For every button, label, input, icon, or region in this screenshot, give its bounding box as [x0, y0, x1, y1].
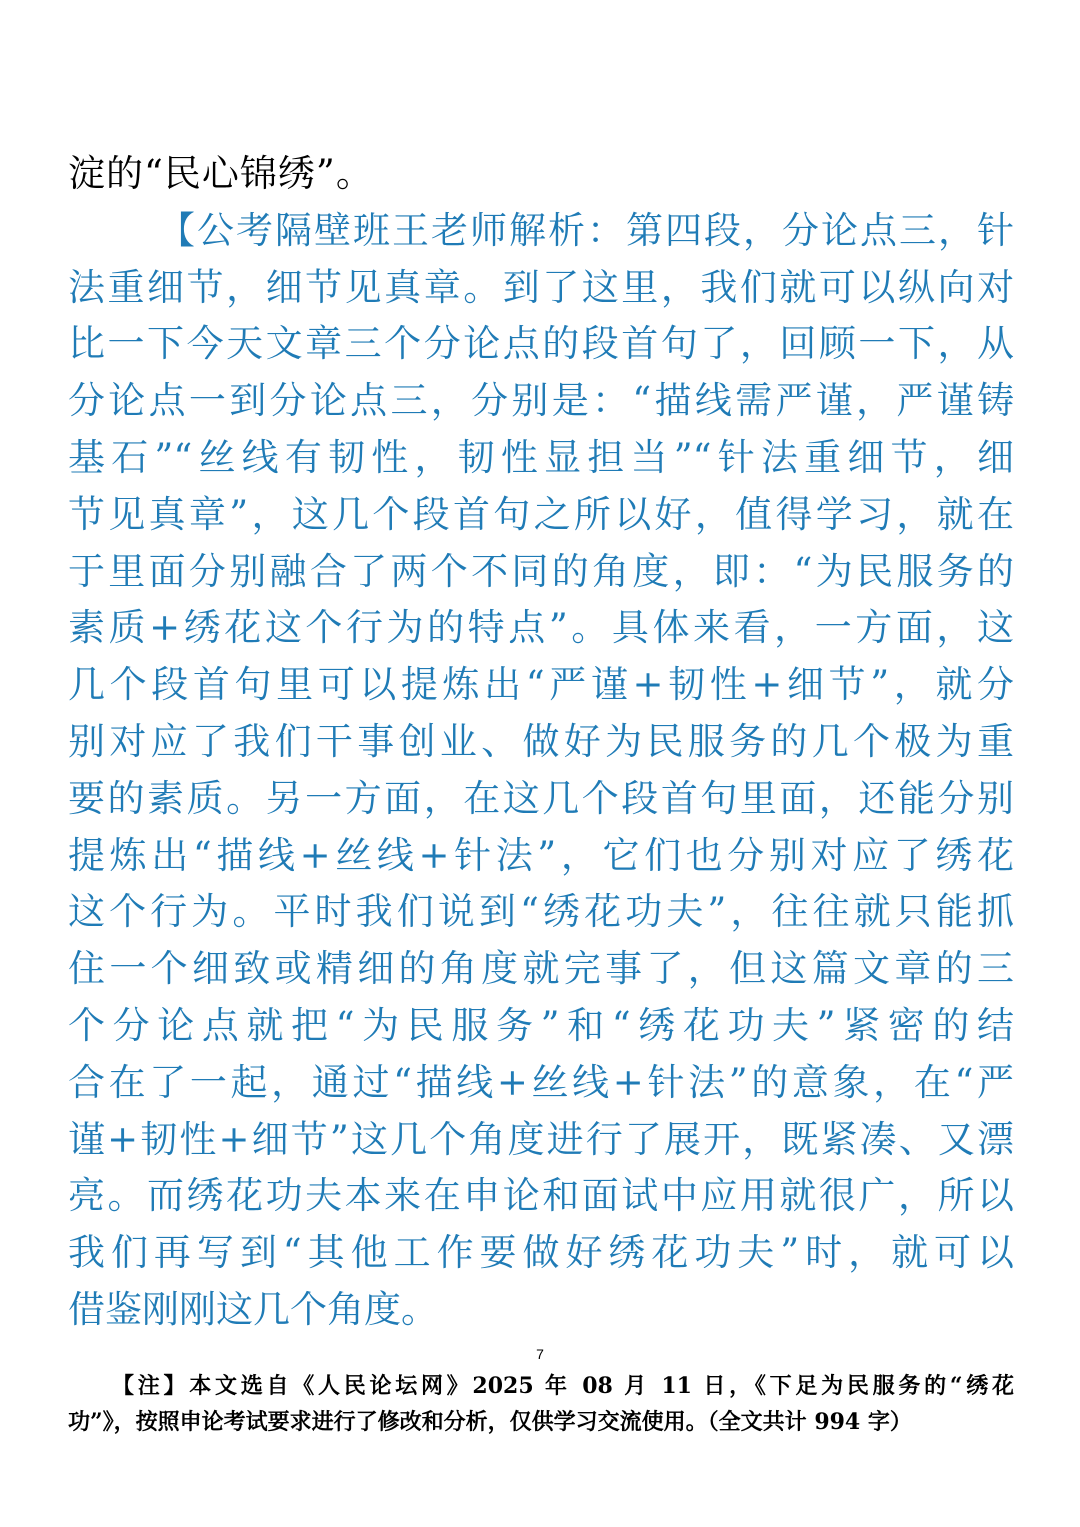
page-number: 7	[536, 1346, 544, 1362]
analysis-line: 亮。而绣花功夫本来在申论和面试中应用就很广，所以	[68, 1174, 1014, 1218]
analysis-paragraph	[68, 203, 1014, 1339]
analysis-line: 这个行为。平时我们说到“绣花功夫”，往往就只能抓	[68, 890, 1014, 934]
analysis-line: 个分论点就把“为民服务”和“绣花功夫”紧密的结	[68, 1003, 1014, 1047]
analysis-line: 素质+绣花这个行为的特点”。具体来看，一方面，这	[68, 606, 1014, 650]
analysis-line: 别对应了我们干事创业、做好为民服务的几个极为重	[68, 719, 1014, 763]
analysis-line: 于里面分别融合了两个不同的角度，即：“为民服务的	[68, 549, 1014, 593]
analysis-line: 要的素质。另一方面，在这几个段首句里面，还能分别	[68, 776, 1014, 820]
analysis-line: 谨+韧性+细节”这几个角度进行了展开，既紧凑、又漂	[68, 1117, 1014, 1161]
analysis-line: 借鉴刚刚这几个角度。	[68, 1287, 438, 1331]
article-body	[68, 146, 1014, 1339]
analysis-line: 住一个细致或精细的角度就完事了，但这篇文章的三	[68, 947, 1014, 991]
source-note	[68, 1368, 1014, 1440]
analysis-line: 节见真章”，这几个段首句之所以好，值得学习，就在	[68, 492, 1014, 536]
analysis-line: 几个段首句里可以提炼出“严谨+韧性+细节”，就分	[68, 663, 1014, 707]
note-line: 【注】本文选自《人民论坛网》2025 年 08 月 11 日，《下足为民服务的“绣花	[112, 1373, 1014, 1399]
analysis-line: 法重细节，细节见真章。到了这里，我们就可以纵向对	[68, 265, 1014, 309]
analysis-line: 提炼出“描线+丝线+针法”，它们也分别对应了绣花	[68, 833, 1014, 877]
note-line: 功”》，按照申论考试要求进行了修改和分析，仅供学习交流使用。（全文共计 994 字）	[68, 1409, 912, 1435]
continuation-line: 淀的“民心锦绣”。	[68, 152, 374, 195]
analysis-line: 基石”“丝线有韧性，韧性显担当”“针法重细节，细	[68, 435, 1014, 479]
analysis-line: 我们再写到“其他工作要做好绣花功夫”时，就可以	[68, 1231, 1014, 1275]
analysis-line: 【公考隔壁班王老师解析：第四段，分论点三，针	[158, 208, 1014, 252]
analysis-line: 比一下今天文章三个分论点的段首句了，回顾一下，从	[68, 322, 1014, 366]
analysis-line: 合在了一起，通过“描线+丝线+针法”的意象，在“严	[68, 1060, 1014, 1104]
analysis-line: 分论点一到分论点三，分别是：“描线需严谨，严谨铸	[68, 379, 1014, 423]
